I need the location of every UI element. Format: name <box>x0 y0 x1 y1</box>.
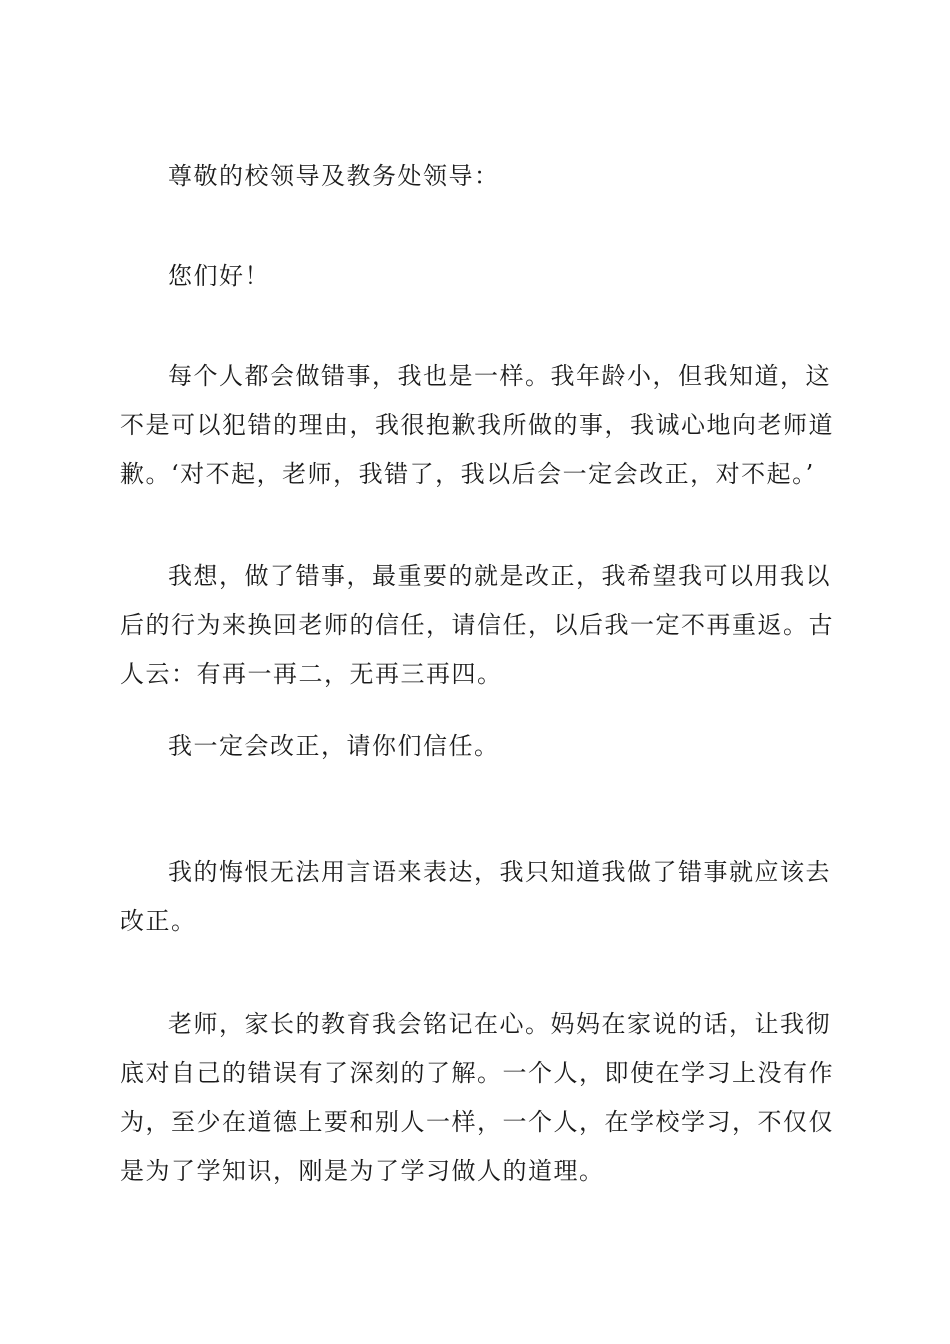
body-paragraph: 我想，做了错事，最重要的就是改正，我希望我可以用我以后的行为来换回老师的信任，请信任，以后我一定不再重返。古人云：有再一再二，无再三再四。 <box>120 562 834 688</box>
salutation: 尊敬的校领导及教务处领导： <box>168 162 500 190</box>
body-paragraph: 我一定会改正，请你们信任。 <box>168 732 500 760</box>
body-paragraph: 我的悔恨无法用言语来表达，我只知道我做了错事就应该去改正。 <box>120 858 831 935</box>
body-paragraph: 老师，家长的教育我会铭记在心。妈妈在家说的话，让我彻底对自己的错误有了深刻的了解。一个人，即使在学习上没有作为，至少在道德上要和别人一样，一个人，在学校学习，不仅仅是为了学知识，刚是为了学习做人的道理。 <box>120 1010 834 1185</box>
greeting: 您们好！ <box>168 262 270 290</box>
body-paragraph: 每个人都会做错事，我也是一样。我年龄小，但我知道，这不是可以犯错的理由，我很抱歉我所做的事，我诚心地向老师道歉。‘对不起，老师，我错了，我以后会一定会改正，对不起。’ <box>120 362 834 488</box>
